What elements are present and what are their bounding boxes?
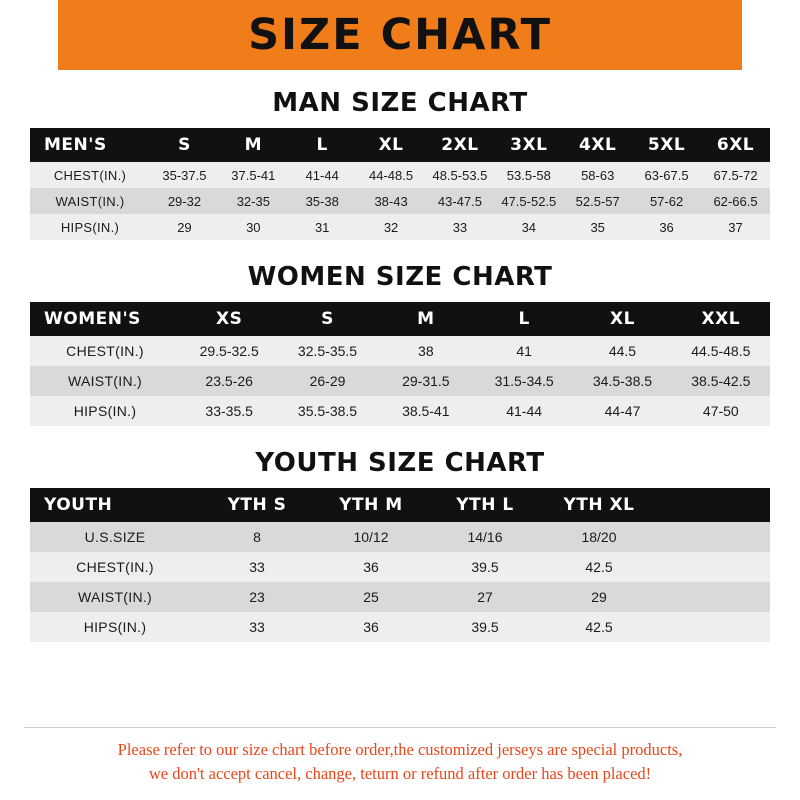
- youth-row-label-hips: HIPS(IN.): [30, 612, 200, 642]
- table-row: [30, 336, 770, 366]
- men-chest-xl: 44-48.5: [357, 162, 426, 188]
- youth-waist-l: 27: [428, 582, 542, 612]
- youth-chest-l: 39.5: [428, 552, 542, 582]
- men-header-6xl: 6XL: [701, 128, 770, 162]
- men-waist-5xl: 57-62: [632, 188, 701, 214]
- youth-header-l: YTH L: [428, 488, 542, 522]
- men-table-head: [30, 128, 770, 162]
- men-chest-3xl: 53.5-58: [494, 162, 563, 188]
- men-hips-3xl: 34: [494, 214, 563, 240]
- youth-waist-s: 23: [200, 582, 314, 612]
- women-header-m: M: [377, 302, 475, 336]
- table-row: [30, 552, 770, 582]
- men-hips-xl: 32: [357, 214, 426, 240]
- women-table-body: [30, 336, 770, 426]
- women-hips-xl: 44-47: [573, 396, 671, 426]
- youth-hips-l: 39.5: [428, 612, 542, 642]
- table-row: [30, 214, 770, 240]
- men-hips-2xl: 33: [426, 214, 495, 240]
- men-row-label-hips: HIPS(IN.): [30, 214, 150, 240]
- table-header-row: [30, 128, 770, 162]
- women-waist-s: 26-29: [278, 366, 376, 396]
- table-row: [30, 366, 770, 396]
- table-header-row: [30, 488, 770, 522]
- youth-ussize-blank: [656, 522, 770, 552]
- youth-hips-s: 33: [200, 612, 314, 642]
- youth-hips-blank: [656, 612, 770, 642]
- youth-size-table: [30, 488, 770, 642]
- men-header-5xl: 5XL: [632, 128, 701, 162]
- men-waist-s: 29-32: [150, 188, 219, 214]
- youth-ussize-l: 14/16: [428, 522, 542, 552]
- table-header-row: [30, 302, 770, 336]
- women-hips-s: 35.5-38.5: [278, 396, 376, 426]
- men-hips-l: 31: [288, 214, 357, 240]
- men-header-label: MEN'S: [30, 128, 150, 162]
- men-waist-4xl: 52.5-57: [563, 188, 632, 214]
- men-header-3xl: 3XL: [494, 128, 563, 162]
- women-header-xs: XS: [180, 302, 278, 336]
- men-chest-l: 41-44: [288, 162, 357, 188]
- women-hips-xxl: 47-50: [672, 396, 770, 426]
- men-chest-2xl: 48.5-53.5: [426, 162, 495, 188]
- youth-chest-blank: [656, 552, 770, 582]
- youth-hips-xl: 42.5: [542, 612, 656, 642]
- women-hips-l: 41-44: [475, 396, 573, 426]
- youth-row-label-chest: CHEST(IN.): [30, 552, 200, 582]
- footer-line-2: we don't accept cancel, change, teturn or refund after order has been placed!: [148, 764, 652, 784]
- men-header-m: M: [219, 128, 288, 162]
- women-size-table: [30, 302, 770, 426]
- women-header-s: S: [278, 302, 376, 336]
- youth-ussize-s: 8: [200, 522, 314, 552]
- youth-waist-xl: 29: [542, 582, 656, 612]
- youth-header-label: YOUTH: [30, 488, 200, 522]
- men-row-label-chest: CHEST(IN.): [30, 162, 150, 188]
- men-hips-6xl: 37: [701, 214, 770, 240]
- men-row-label-waist: WAIST(IN.): [30, 188, 150, 214]
- page-title: SIZE CHART: [248, 9, 552, 60]
- youth-chest-m: 36: [314, 552, 428, 582]
- men-section-title: MAN SIZE CHART: [272, 88, 528, 118]
- women-header-xxl: XXL: [672, 302, 770, 336]
- men-hips-5xl: 36: [632, 214, 701, 240]
- youth-table-body: [30, 522, 770, 642]
- women-header-xl: XL: [573, 302, 671, 336]
- youth-header-s: YTH S: [200, 488, 314, 522]
- men-waist-m: 32-35: [219, 188, 288, 214]
- footer-disclaimer: [24, 727, 776, 786]
- women-header-l: L: [475, 302, 573, 336]
- women-chest-xl: 44.5: [573, 336, 671, 366]
- youth-header-blank: [656, 488, 770, 522]
- women-table-wrapper: [30, 302, 770, 426]
- men-size-table: [30, 128, 770, 240]
- footer-line-1: Please refer to our size chart before order,the customized jerseys are special products,: [117, 740, 683, 760]
- youth-row-label-ussize: U.S.SIZE: [30, 522, 200, 552]
- youth-table-wrapper: [30, 488, 770, 642]
- women-header-label: WOMEN'S: [30, 302, 180, 336]
- women-chest-s: 32.5-35.5: [278, 336, 376, 366]
- men-chest-4xl: 58-63: [563, 162, 632, 188]
- women-table-head: [30, 302, 770, 336]
- chart-content: [0, 70, 800, 727]
- youth-hips-m: 36: [314, 612, 428, 642]
- men-waist-2xl: 43-47.5: [426, 188, 495, 214]
- table-row: [30, 582, 770, 612]
- men-waist-6xl: 62-66.5: [701, 188, 770, 214]
- men-waist-l: 35-38: [288, 188, 357, 214]
- youth-chest-xl: 42.5: [542, 552, 656, 582]
- banner-left-notch: [0, 0, 58, 70]
- table-row: [30, 522, 770, 552]
- table-row: [30, 162, 770, 188]
- men-header-2xl: 2XL: [426, 128, 495, 162]
- women-chest-l: 41: [475, 336, 573, 366]
- men-table-wrapper: [30, 128, 770, 240]
- youth-header-m: YTH M: [314, 488, 428, 522]
- women-waist-l: 31.5-34.5: [475, 366, 573, 396]
- youth-waist-blank: [656, 582, 770, 612]
- table-row: [30, 612, 770, 642]
- men-header-4xl: 4XL: [563, 128, 632, 162]
- men-chest-6xl: 67.5-72: [701, 162, 770, 188]
- women-row-label-waist: WAIST(IN.): [30, 366, 180, 396]
- men-header-xl: XL: [357, 128, 426, 162]
- women-row-label-chest: CHEST(IN.): [30, 336, 180, 366]
- youth-chest-s: 33: [200, 552, 314, 582]
- men-chest-m: 37.5-41: [219, 162, 288, 188]
- women-hips-m: 38.5-41: [377, 396, 475, 426]
- header-banner: [0, 0, 800, 70]
- youth-waist-m: 25: [314, 582, 428, 612]
- table-row: [30, 188, 770, 214]
- women-chest-m: 38: [377, 336, 475, 366]
- men-header-l: L: [288, 128, 357, 162]
- women-chest-xxl: 44.5-48.5: [672, 336, 770, 366]
- women-waist-xxl: 38.5-42.5: [672, 366, 770, 396]
- youth-ussize-xl: 18/20: [542, 522, 656, 552]
- men-table-body: [30, 162, 770, 240]
- women-section-title: WOMEN SIZE CHART: [247, 262, 553, 292]
- men-waist-xl: 38-43: [357, 188, 426, 214]
- youth-section-title: YOUTH SIZE CHART: [255, 448, 545, 478]
- women-waist-xl: 34.5-38.5: [573, 366, 671, 396]
- men-chest-5xl: 63-67.5: [632, 162, 701, 188]
- men-hips-s: 29: [150, 214, 219, 240]
- youth-table-head: [30, 488, 770, 522]
- women-hips-xs: 33-35.5: [180, 396, 278, 426]
- women-waist-xs: 23.5-26: [180, 366, 278, 396]
- men-hips-4xl: 35: [563, 214, 632, 240]
- youth-row-label-waist: WAIST(IN.): [30, 582, 200, 612]
- youth-ussize-m: 10/12: [314, 522, 428, 552]
- women-row-label-hips: HIPS(IN.): [30, 396, 180, 426]
- women-chest-xs: 29.5-32.5: [180, 336, 278, 366]
- men-header-s: S: [150, 128, 219, 162]
- men-hips-m: 30: [219, 214, 288, 240]
- men-waist-3xl: 47.5-52.5: [494, 188, 563, 214]
- youth-header-xl: YTH XL: [542, 488, 656, 522]
- men-chest-s: 35-37.5: [150, 162, 219, 188]
- table-row: [30, 396, 770, 426]
- women-waist-m: 29-31.5: [377, 366, 475, 396]
- banner-right-notch: [742, 0, 800, 70]
